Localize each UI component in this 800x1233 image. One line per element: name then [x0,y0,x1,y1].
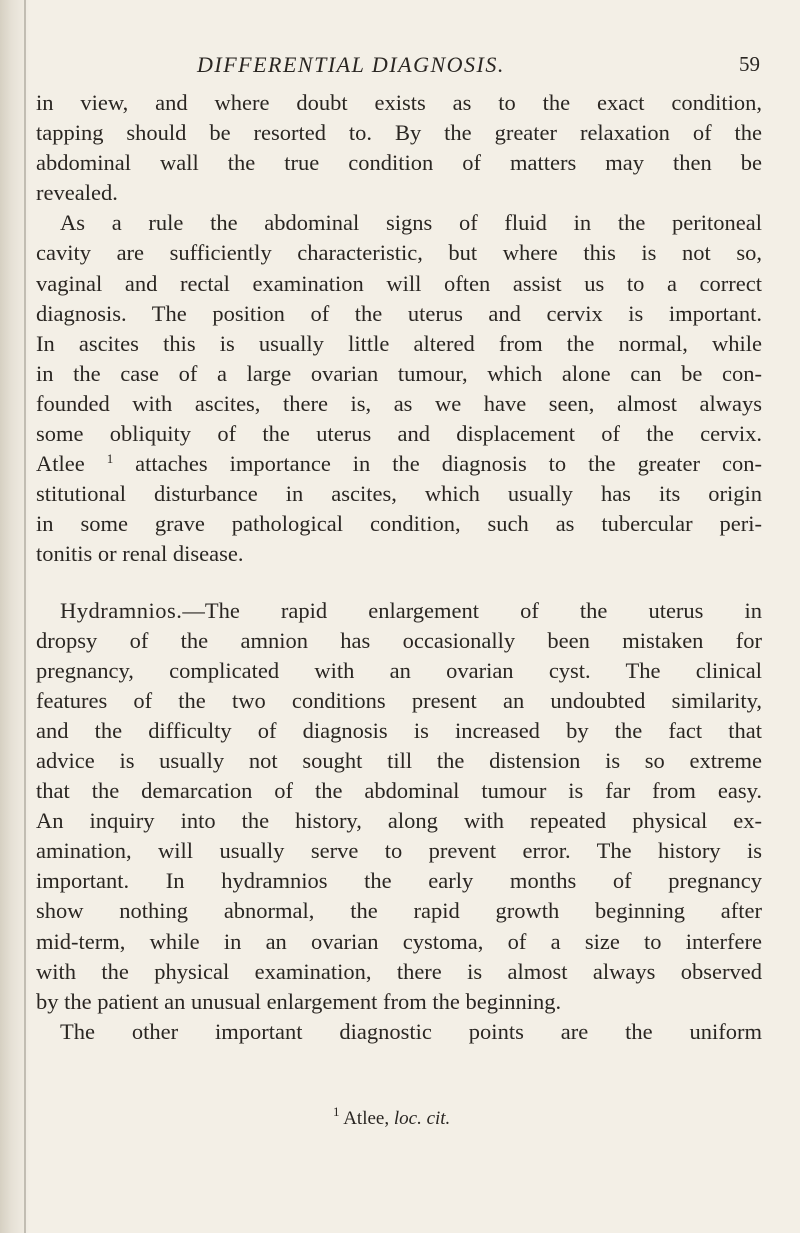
text-line: features of the two conditions present an undoubted similarity, [36,687,762,713]
text-line: important. In hydramnios the early months of pregnancy [36,868,762,894]
paragraph-gap [36,570,762,596]
section-run-in-heading: Hydramnios. [60,597,183,623]
text-line: An inquiry into the history, along with repeated physical ex- [36,808,762,834]
footnote-text [333,1104,451,1130]
text-line: diagnosis. The position of the uterus and cervix is important. [36,300,762,326]
text-line: cavity are sufficiently characteristic, but where this is not so, [36,240,762,266]
text-line: As a rule the abdominal signs of fluid in the peritoneal [60,210,762,236]
text-line: amination, will usually serve to prevent error. The history is [36,838,762,864]
text-line: that the demarcation of the abdominal tumour is far from easy. [36,778,762,804]
text-line: in view, and where doubt exists as to the exact condition, [36,90,762,115]
text-line: some obliquity of the uterus and displacement of the cervix. [36,421,762,447]
footnote-author-ref: Atlee [36,451,85,477]
text-line: abdominal wall the true condition of matters may then be [36,150,762,176]
text-run: attaches importance in the diagnosis to the greater con- [113,451,762,477]
binding-edge [24,0,26,1233]
text-line: with the physical examination, there is almost always observed [36,958,762,984]
text-line: show nothing abnormal, the rapid growth beginning after [36,898,762,924]
text-line: in some grave pathological condition, such as tubercular peri- [36,511,762,537]
text-line: in the case of a large ovarian tumour, which alone can be con- [36,360,762,386]
text-line: The other important diagnostic points are the uniform [60,1018,762,1044]
text-line: mid-term, while in an ovarian cystoma, of a size to interfere [36,928,762,954]
body-text [36,88,762,1047]
text-line: tonitis or renal disease. [36,541,244,567]
text-line: advice is usually not sought till the distension is so extreme [36,747,762,773]
text-line-with-footnote [36,449,762,479]
page-number: 59 [739,52,760,76]
text-line: stitutional disturbance in ascites, which usually has its origin [36,481,762,507]
text-line: founded with ascites, there is, as we have seen, almost always [36,390,762,416]
text-line: vaginal and rectal examination will often assist us to a correct [36,270,762,296]
text-line: dropsy of the amnion has occasionally been mistaken for [36,627,762,653]
text-line: revealed. [36,180,118,206]
text-line-with-heading [36,596,762,626]
text-line: by the patient an unusual enlargement from the beginning. [36,988,562,1014]
running-head [0,52,800,82]
footnote-author: Atlee, [343,1108,390,1129]
footnote-citation: loc. cit. [393,1108,451,1129]
footnote-marker: 1 [106,451,114,467]
text-run: —The rapid enlargement of the uterus in [182,597,762,623]
footnote-number: 1 [333,1104,340,1119]
text-line: In ascites this is usually little altered from the normal, while [36,330,762,356]
running-head-title: DIFFERENTIAL DIAGNOSIS. [197,52,505,77]
text-line: tapping should be resorted to. By the greater relaxation of the [36,120,762,146]
text-line: and the difficulty of diagnosis is increased by the fact that [36,717,762,743]
text-line: pregnancy, complicated with an ovarian cyst. The clinical [36,657,762,683]
